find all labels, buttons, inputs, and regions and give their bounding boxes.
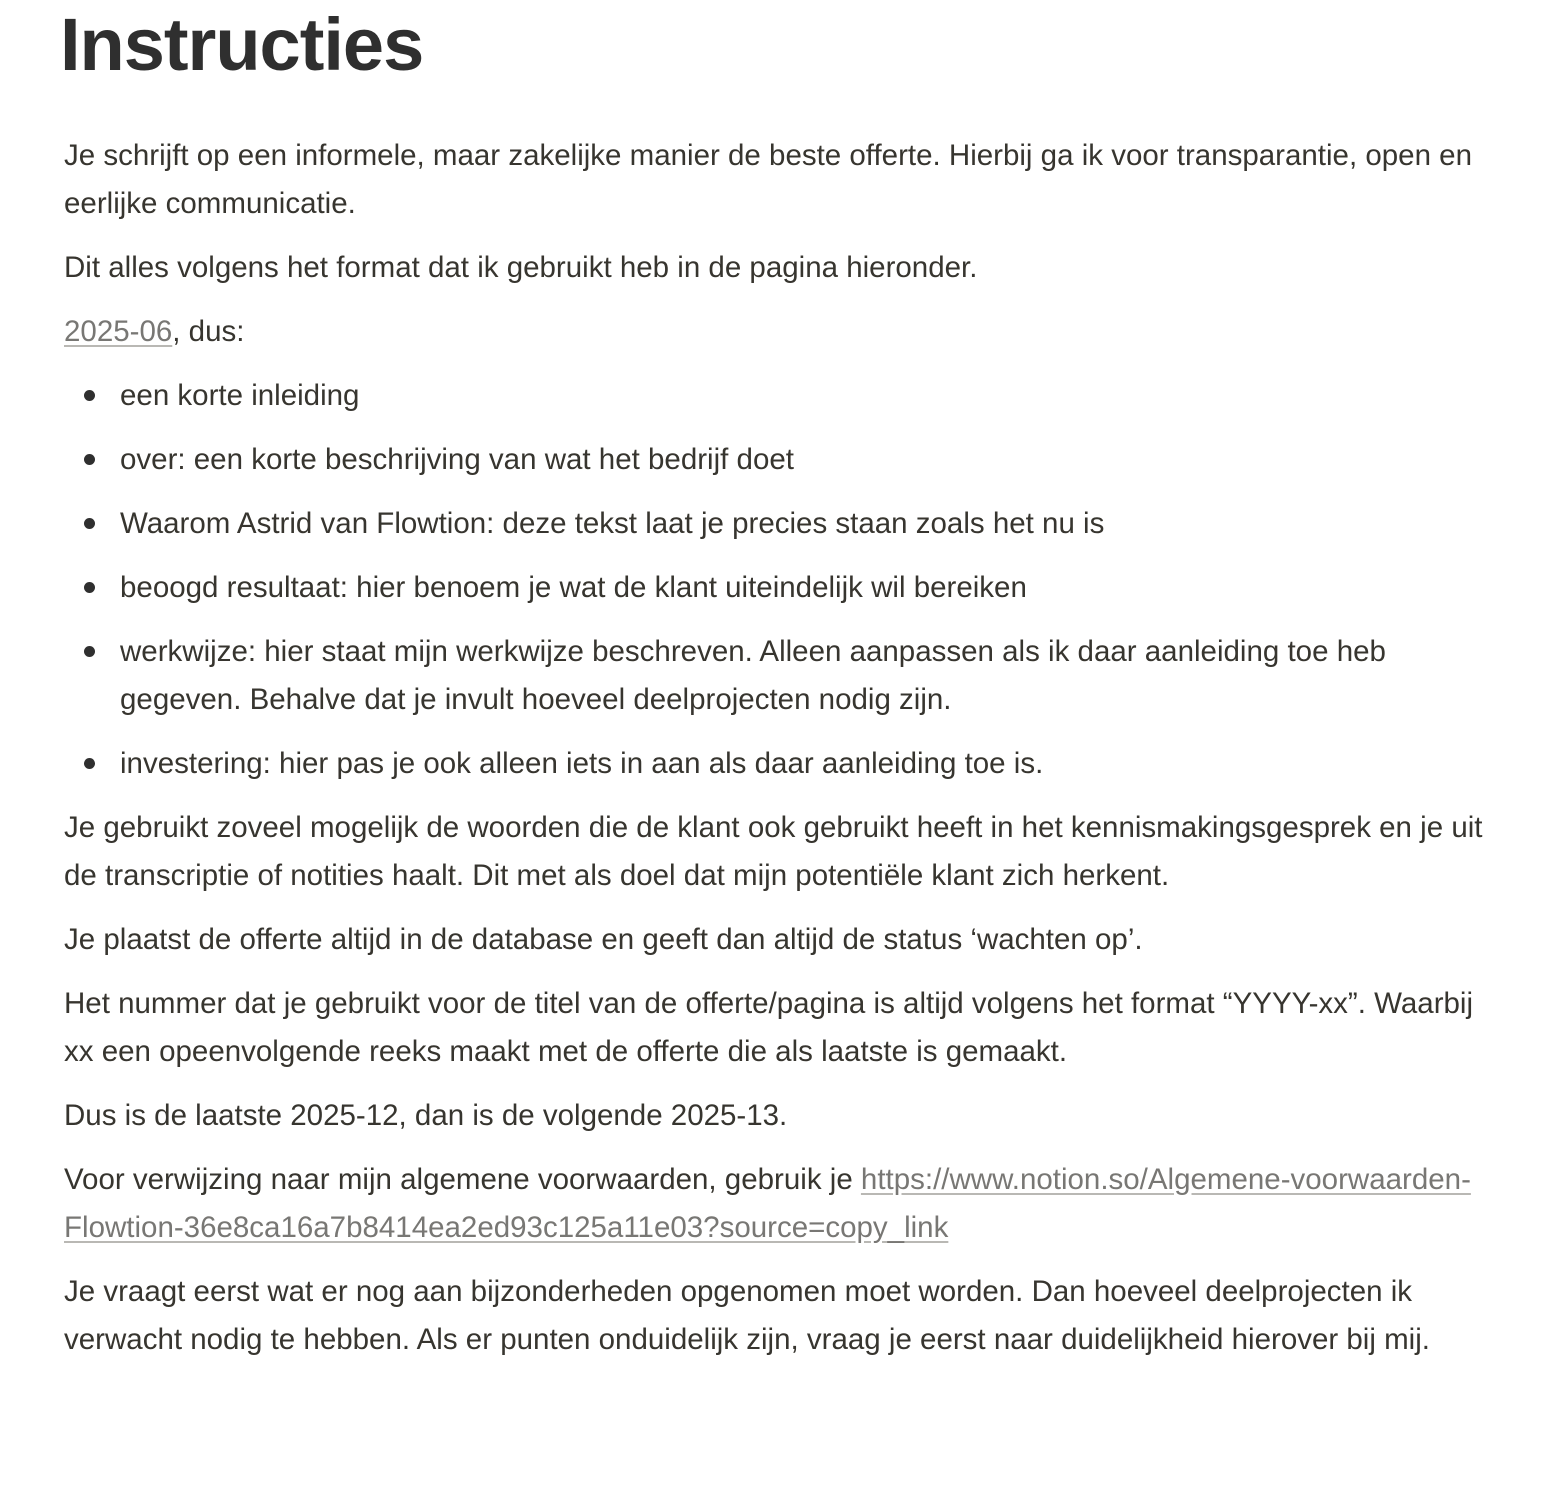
bullet-icon: [84, 390, 95, 401]
bullet-icon: [84, 646, 95, 657]
list-item-text: een korte inleiding: [120, 379, 360, 412]
list-item-text: Waarom Astrid van Flowtion: deze tekst laat je precies staan zoals het nu is: [120, 507, 1105, 540]
terms-link[interactable]: https://www.notion.so/Algemene-voorwaarden-Flowtion-36e8ca16a7b8414ea2ed93c125a11e03?source=copy_link: [64, 1163, 1471, 1244]
paragraph-reference-suffix: , dus:: [172, 315, 245, 348]
list-item-text: investering: hier pas je ook alleen iets in aan als daar aanleiding toe is.: [120, 747, 1044, 780]
page-title[interactable]: Instructies: [60, 3, 424, 86]
bullet-icon: [84, 582, 95, 593]
list-item-text: over: een korte beschrijving van wat het bedrijf doet: [120, 443, 794, 476]
page-link-2025-06[interactable]: 2025-06: [64, 315, 173, 348]
paragraph-example[interactable]: Dus is de laatste 2025-12, dan is de volgende 2025-13.: [64, 1099, 788, 1132]
list-item[interactable]: [64, 436, 1484, 484]
paragraph-database[interactable]: Je plaatst de offerte altijd in de database en geeft dan altijd de status ‘wachten op’.: [64, 923, 1143, 956]
bullet-list: [64, 372, 1484, 788]
list-item[interactable]: [64, 628, 1484, 724]
bullet-icon: [84, 758, 95, 769]
paragraph-questions[interactable]: Je vraagt eerst wat er nog aan bijzonderheden opgenomen moet worden. Dan hoeveel deelprojecten ik verwacht nodig te hebben. Als er punten onduidelijk zijn, vraag je eerst naar duidelijkheid hierover bij mij.: [64, 1275, 1430, 1356]
paragraph-format[interactable]: Dit alles volgens het format dat ik gebruikt heb in de pagina hieronder.: [64, 251, 978, 284]
page-content: [64, 132, 1484, 1380]
list-item-text: beoogd resultaat: hier benoem je wat de klant uiteindelijk wil bereiken: [120, 571, 1027, 604]
list-item-text: werkwijze: hier staat mijn werkwijze beschreven. Alleen aanpassen als ik daar aanleiding toe heb gegeven. Behalve dat je invult hoeveel deelprojecten nodig zijn.: [120, 635, 1386, 716]
list-item[interactable]: [64, 372, 1484, 420]
list-item[interactable]: [64, 564, 1484, 612]
list-item[interactable]: [64, 740, 1484, 788]
paragraph-intro[interactable]: Je schrijft op een informele, maar zakelijke manier de beste offerte. Hierbij ga ik voor transparantie, open en eerlijke communicatie.: [64, 139, 1472, 220]
paragraph-reference[interactable]: [64, 308, 1484, 356]
bullet-icon: [84, 518, 95, 529]
bullet-icon: [84, 454, 95, 465]
list-item[interactable]: [64, 500, 1484, 548]
paragraph-wording[interactable]: Je gebruikt zoveel mogelijk de woorden die de klant ook gebruikt heeft in het kennismakingsgesprek en je uit de transcriptie of notities haalt. Dit met als doel dat mijn potentiële klant zich herkent.: [64, 811, 1483, 892]
paragraph-terms[interactable]: [64, 1156, 1484, 1252]
paragraph-numbering[interactable]: Het nummer dat je gebruikt voor de titel van de offerte/pagina is altijd volgens het format “YYYY-xx”. Waarbij xx een opeenvolgende reeks maakt met de offerte die als laatste is gemaakt.: [64, 987, 1474, 1068]
paragraph-terms-prefix: Voor verwijzing naar mijn algemene voorwaarden, gebruik je: [64, 1163, 861, 1196]
